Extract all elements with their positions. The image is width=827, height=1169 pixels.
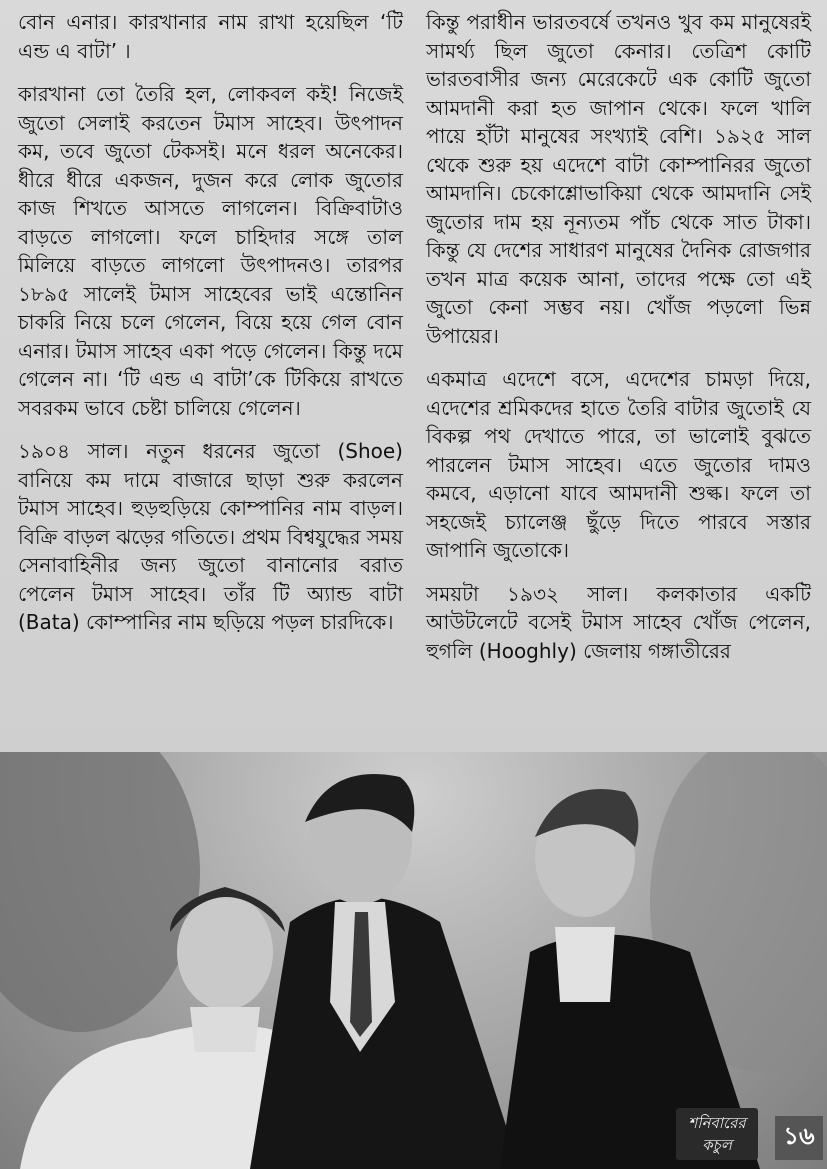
paragraph: ১৯০৪ সাল। নতুন ধরনের জুতো (Shoe) বানিয়ে কম দামে বাজারে ছাড়া শুরু করলেন টমাস সাহেব। হুড়হুড়িয়ে কোম্পানির নাম বাড়ল। বিক্রি বাড়ল ঝড়ের গতিতে। প্রথম বিশ্বযুদ্ধের সময় সেনাবাহিনীর জন্য জুতো বানানোর বরাত পেলেন টমাস সাহেব। তাঁর টি অ্যান্ড বাটা (Bata) কোম্পানির নাম ছড়িয়ে পড়ল চারদিকে।	[18, 439, 403, 634]
paragraph: একমাত্র এদেশে বসে, এদেশের চামড়া দিয়ে, এদেশের শ্রমিকদের হাতে তৈরি বাটার জুতোই যে বিকল্প পথ দেখাতে পারে, তা ভালোই বুঝতে পারলেন টমাস সাহেব। এতে জুতোর দামও কমবে, এড়ানো যাবে আমদানী শুল্ক। ফলে তা সহজেই চ্যালেঞ্জ ছুঁড়ে দিতে পারবে সস্তার জাপানি জুতোকে।	[426, 367, 811, 562]
logo-line-2: কচুল	[702, 1136, 732, 1154]
paragraph: সময়টা ১৯৩২ সাল। কলকাতার একটি আউটলেটে বসেই টমাস সাহেব খোঁজ পেলেন, হুগলি (Hooghly) জেলায় গঙ্গাতীরের	[426, 581, 811, 663]
paragraph: কারখানা তো তৈরি হল, লোকবল কই! নিজেই জুতো সেলাই করতেন টমাস সাহেব। উৎপাদন কম, তবে জুতো টেকসই। মনে ধরল অনেকের। ধীরে ধীরে একজন, দুজন করে লোক জুতোর কাজ শিখতে আসতে লাগলেন। বিক্রিবাটাও বাড়তে লাগলো। ফলে চাহিদার সঙ্গে তাল মিলিয়ে বাড়তে লাগলো উৎপাদনও। তারপর ১৮৯৫ সালেই টমাস সাহেবের ভাই এন্তোনিন চাকরি নিয়ে চলে গেলেন, বিয়ে হয়ে গেল বোন এনার। টমাস সাহেব একা পড়ে গেলেন। কিন্তু দমে গেলেন না। ‘টি এন্ড এ বাটা’কে টিকিয়ে রাখতে সবরকম ভাবে চেষ্টা চালিয়ে গেলেন।	[18, 82, 403, 420]
page-number: ১৬	[775, 1116, 823, 1160]
paragraph: কিন্তু পরাধীন ভারতবর্ষে তখনও খুব কম মানুষেরই সামর্থ্য ছিল জুতো কেনার। তেত্রিশ কোটি ভারতবাসীর জন্য মেরেকেটে এক কোটি জুতো আমদানী করা হত জাপান থেকে। ফলে খালি পায়ে হাঁটা মানুষের সংখ্যাই বেশি। ১৯২৫ সাল থেকে শুরু হয় এদেশে বাটা কোম্পানিরর জুতো আমদানি। চেকোশ্লোভাকিয়া থেকে আমদানি সেই জুতোর দাম হয় নূন্যতম পাঁচ থেকে সাত টাকা। কিন্তু যে দেশের সাধারণ মানুষের দৈনিক রোজগার তখন মাত্র কয়েক আনা, তাদের পক্ষে তো এই জুতো কেনা সম্ভব নয়। খোঁজ পড়লো ভিন্ন উপায়ের।	[426, 10, 811, 348]
right-text-column	[426, 8, 811, 680]
portrait-illustration	[0, 752, 827, 1169]
magazine-logo	[676, 1108, 758, 1160]
logo-line-1: শনিবারের	[688, 1114, 746, 1132]
paragraph: বোন এনার। কারখানার নাম রাখা হয়েছিল ‘টি এন্ড এ বাটা’ ।	[18, 10, 403, 63]
family-portrait-photo	[0, 752, 827, 1169]
left-text-column	[18, 8, 403, 652]
